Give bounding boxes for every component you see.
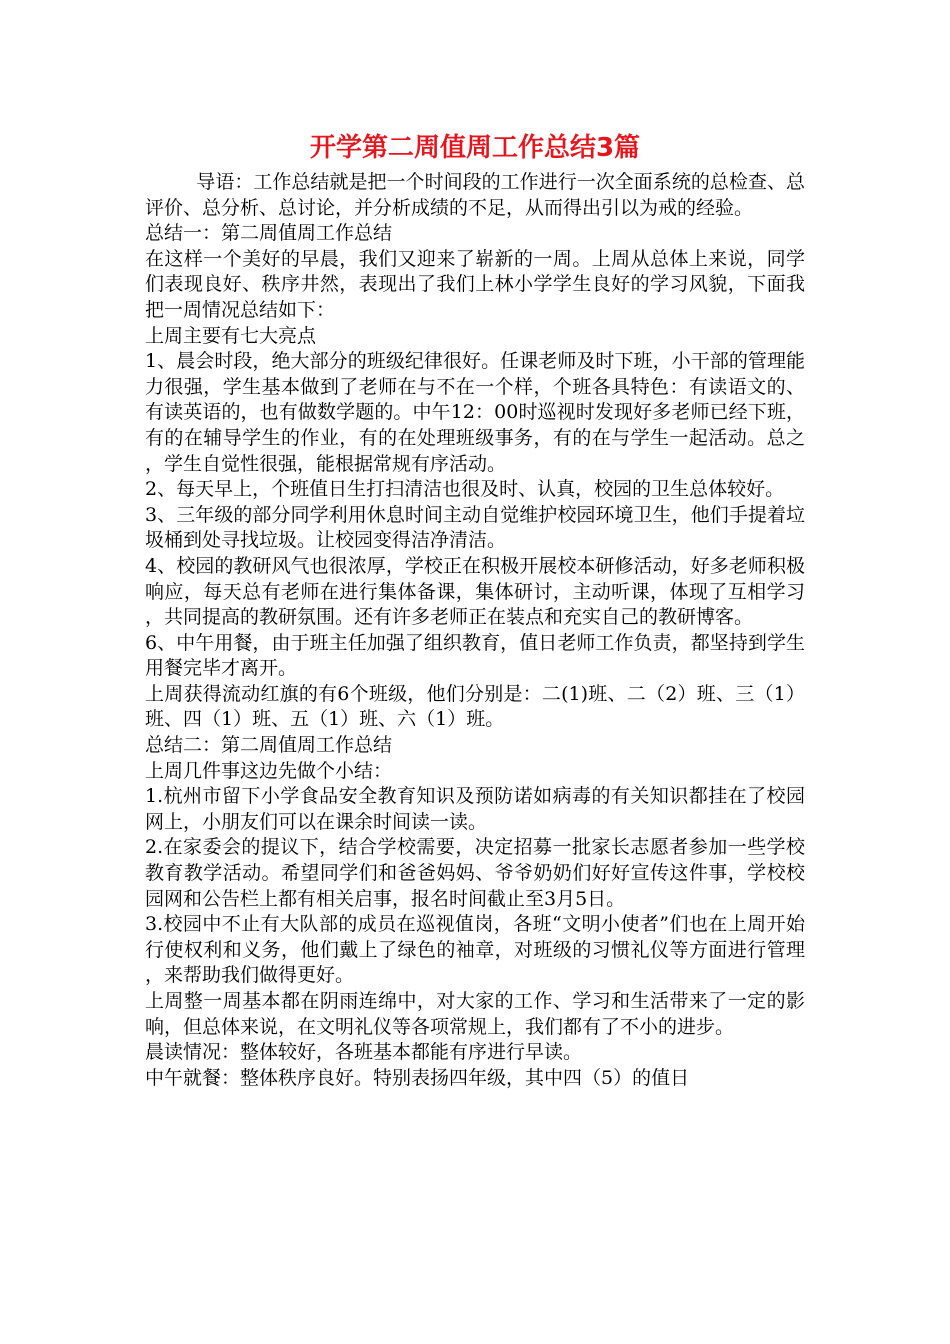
body-paragraph: 在这样一个美好的早晨，我们又迎来了崭新的一周。上周从总体上来说，同学们表现良好、秩序井然，表现出了我们上林小学学生良好的学习风貌，下面我把一周情况总结如下： (145, 247, 805, 321)
list-item-2: 2、每天早上，个班值日生打扫清洁也很及时、认真，校园的卫生总体较好。 (145, 478, 785, 501)
section-heading-2: 总结二：第二周值周工作总结 (145, 734, 393, 757)
body-paragraph-summary-intro: 上周几件事这边先做个小结： (145, 759, 393, 782)
body-paragraph-weather: 上周整一周基本都在阴雨连绵中，对大家的工作、学习和生活带来了一定的影响，但总体来说，在文明礼仪等各项常规上，我们都有了不小的进步。 (145, 990, 805, 1038)
numbered-item-2: 2.在家委会的提议下，结合学校需要，决定招募一批家长志愿者参加一些学校教育教学活动。希望同学们和爸爸妈妈、爷爷奶奶们好好宣传这件事，学校校园网和公告栏上都有相关启事，报名时间截止至3月5日。 (145, 836, 805, 910)
body-paragraph-red-flag: 上周获得流动红旗的有6个班级，他们分别是：二(1)班、二（2）班、三（1）班、四（1）班、五（1）班、六（1）班。 (145, 682, 805, 731)
subheading-highlights: 上周主要有七大亮点 (145, 324, 317, 347)
numbered-item-1: 1.杭州市留下小学食品安全教育知识及预防诺如病毒的有关知识都挂在了校园网上，小朋友们可以在课余时间读一读。 (145, 785, 805, 833)
section-heading-1: 总结一：第二周值周工作总结 (145, 222, 393, 245)
list-item-3: 3、三年级的部分同学利用休息时间主动自觉维护校园环境卫生，他们手提着垃圾桶到处寻找垃圾。让校园变得洁净清洁。 (145, 503, 805, 552)
list-item-1: 1、晨会时段，绝大部分的班级纪律很好。任课老师及时下班，小干部的管理能力很强，学生基本做到了老师在与不在一个样，个班各具特色：有读语文的、有读英语的，也有做数学题的。中午12：00时巡视时发现好多老师已经下班，有的在辅导学生的作业，有的在处理班级事务，有的在与学生一起活动。总之，学生自觉性很强，能根据常规有序活动。 (145, 350, 805, 475)
intro-paragraph: 导语：工作总结就是把一个时间段的工作进行一次全面系统的总检查、总评价、总分析、总讨论，并分析成绩的不足，从而得出引以为戒的经验。 (145, 171, 805, 219)
body-paragraph-lunch: 中午就餐：整体秩序良好。特别表扬四年级，其中四（5）的值日 (145, 1066, 690, 1089)
document-body (145, 170, 805, 1091)
document-title: 开学第二周值周工作总结3篇 (309, 133, 641, 163)
list-item-4: 4、校园的教研风气也很浓厚，学校正在积极开展校本研修活动，好多老师积极响应，每天总有老师在进行集体备课，集体研讨，主动听课，体现了互相学习，共同提高的教研氛围。还有许多老师正在装点和充实自己的教研博客。 (145, 554, 805, 629)
body-paragraph-morning-reading: 晨读情况：整体较好，各班基本都能有序进行早读。 (145, 1041, 583, 1064)
list-item-6: 6、中午用餐，由于班主任加强了组织教育，值日老师工作负责，都坚持到学生用餐完毕才离开。 (145, 631, 805, 680)
numbered-item-3: 3.校园中不止有大队部的成员在巡视值岗，各班“文明小使者”们也在上周开始行使权利和义务，他们戴上了绿色的袖章，对班级的习惯礼仪等方面进行管理，来帮助我们做得更好。 (145, 913, 805, 987)
